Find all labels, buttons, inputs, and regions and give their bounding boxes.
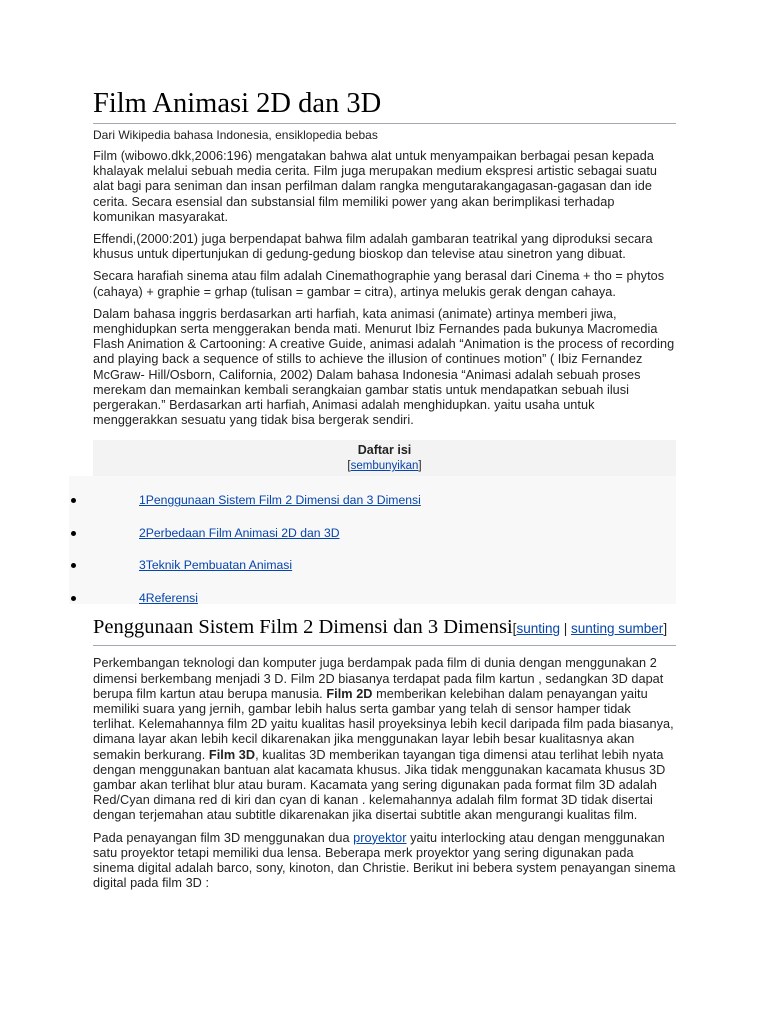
intro-paragraph-1: Film (wibowo.dkk,2006:196) mengatakan bahwa alat untuk menyampaikan berbagai pesan kepada khalayak melalui sebuah media cerita. Film juga merupakan medium ekspresi artistic sebagai suatu alat bagi para seniman dan insan perfilman dalam rangka mengutarakangagasan-gagasan dan ide cerita. Secara esensial dan substansial film memiliki power yang akan berimplikasi terhadap komunikan masyarakat. [93, 149, 658, 224]
toc-link-perbedaan[interactable]: 2Perbedaan Film Animasi 2D dan 3D [139, 526, 340, 541]
edit-link[interactable]: sunting [516, 621, 560, 637]
edit-source-link[interactable]: sunting sumber [571, 621, 664, 637]
toc-header [93, 440, 676, 476]
bold-film-2d: Film 2D [326, 686, 373, 701]
section-paragraph-1 [93, 656, 676, 823]
toc-item-3 [69, 555, 676, 575]
table-of-contents [93, 440, 676, 604]
bullet-icon [71, 531, 76, 536]
bullet-icon [71, 498, 76, 503]
section-heading-text: Penggunaan Sistem Film 2 Dimensi dan 3 Dimensi [93, 616, 513, 639]
text-run: memberikan kelebihan dalam penayangan yaitu memiliki suara yang jernih, gambar lebih halus serta gambar yang telah di sensor hamper tidak terlihat. Kelemahannya film 2D yaitu kualitas hasil proyeksinya lebih kecil daripada film pada biasanya, dimana layar akan lebih kecil dikarenakan jika menggunakan layar lebih besar kualitasnya akan semakin berkurang. [93, 686, 674, 762]
toc-link-referensi[interactable]: 4Referensi [139, 591, 198, 606]
intro-paragraph-4: Dalam bahasa inggris berdasarkan arti harfiah, kata animasi (animate) artinya memberi jiwa, menghidupkan serta menggerakan benda mati. Menurut Ibiz Fernandes pada bukunya Macromedia Flash Animation & Cartooning: A creative Guide, animasi adalah “Animation is the process of recording and playing back a sequence of stills to achieve the illusion of continues motion” ( Ibiz Fernandez McGraw- Hill/Osborn, California, 2002) Dalam bahasa Indonesia “Animasi adalah sebuah proses merekam dan memainkan kembali serangkaian gambar statis untuk mendapatkan sebuah ilusi pergerakan.” Berdasarkan arti harfiah, Animasi adalah menghidupkan. yaitu usaha untuk menggerakkan sesuatu yang tidak bisa bergerak sendiri. [93, 306, 675, 428]
toc-toggle-open: [ [347, 460, 351, 473]
intro-paragraph-3: Secara harafiah sinema atau film adalah Cinemathographie yang berasal dari Cinema + tho = phytos (cahaya) + graphie = grhap (tulisan = gambar = citra), artinya melukis gerak dengan cahaya. [93, 269, 665, 299]
toc-title: Daftar isi [357, 443, 412, 458]
site-subtitle: Dari Wikipedia bahasa Indonesia, ensiklopedia bebas [93, 128, 378, 142]
edit-section-links [513, 621, 667, 636]
toc-link-penggunaan[interactable]: 1Penggunaan Sistem Film 2 Dimensi dan 3 Dimensi [139, 493, 421, 508]
toc-item-4 [69, 588, 676, 608]
text-run: yaitu interlocking atau dengan menggunakan satu proyektor tetapi memiliki dua lensa. Beberapa merk proyektor yang sering digunakan pada sinema digital adalah barco, sony, kinoton, dan Christie. Berikut ini bebera system penayangan sinema digital pada film 3D : [93, 830, 676, 891]
toc-link-teknik[interactable]: 3Teknik Pembuatan Animasi [139, 558, 293, 573]
intro-paragraph-2: Effendi,(2000:201) juga berpendapat bahwa film adalah gambaran teatrikal yang diproduksi secara khusus untuk dipertunjukan di gedung-gedung bioskop dan televise atau sinetron yang dibuat. [93, 232, 653, 262]
toc-item-2 [69, 523, 676, 543]
page-title: Film Animasi 2D dan 3D [93, 86, 676, 124]
edit-bracket-close: ] [663, 621, 668, 637]
section-paragraph-2 [93, 831, 676, 892]
text-run: Perkembangan teknologi dan komputer juga berdampak pada film di dunia dengan menggunakan 2 dimensi berkembang menjadi 3 D. Film 2D biasanya terdapat pada film kartun , sedangkan 3D dapat berupa film kartun atau berupa manusia. [93, 656, 664, 701]
proyektor-link[interactable]: proyektor [353, 830, 407, 845]
bullet-icon [71, 563, 76, 568]
toc-list [69, 476, 676, 604]
text-run: , kualitas 3D memberikan tayangan tiga dimensi atau terlihat lebih nyata dengan menggunakan bantuan alat kacamata khusus. Jika tidak menggunakan kacamata khusus 3D gambar akan terlihat blur atau buram. Kacamata yang sering digunakan pada format film 3D adalah Red/Cyan dimana red di kiri dan cyan di kanan . kelemahannya adalah film format 3D tidak disertai dengan terjemahan atau subtitle dikarenakan jika disertai subtitle akan mengurangi kualitas film. [93, 747, 666, 823]
bold-film-3d: Film 3D [208, 747, 256, 762]
toc-toggle-close: ] [418, 460, 422, 473]
text-run: Pada penayangan film 3D menggunakan dua [93, 830, 354, 845]
edit-separator: | [559, 621, 571, 637]
article-content [93, 86, 676, 899]
edit-bracket-open: [ [512, 621, 517, 637]
section-heading-penggunaan [93, 618, 676, 646]
bullet-icon [71, 596, 76, 601]
toc-hide-link[interactable]: sembunyikan [350, 460, 419, 473]
toc-item-1 [69, 490, 676, 510]
toc-toggle [93, 458, 676, 474]
